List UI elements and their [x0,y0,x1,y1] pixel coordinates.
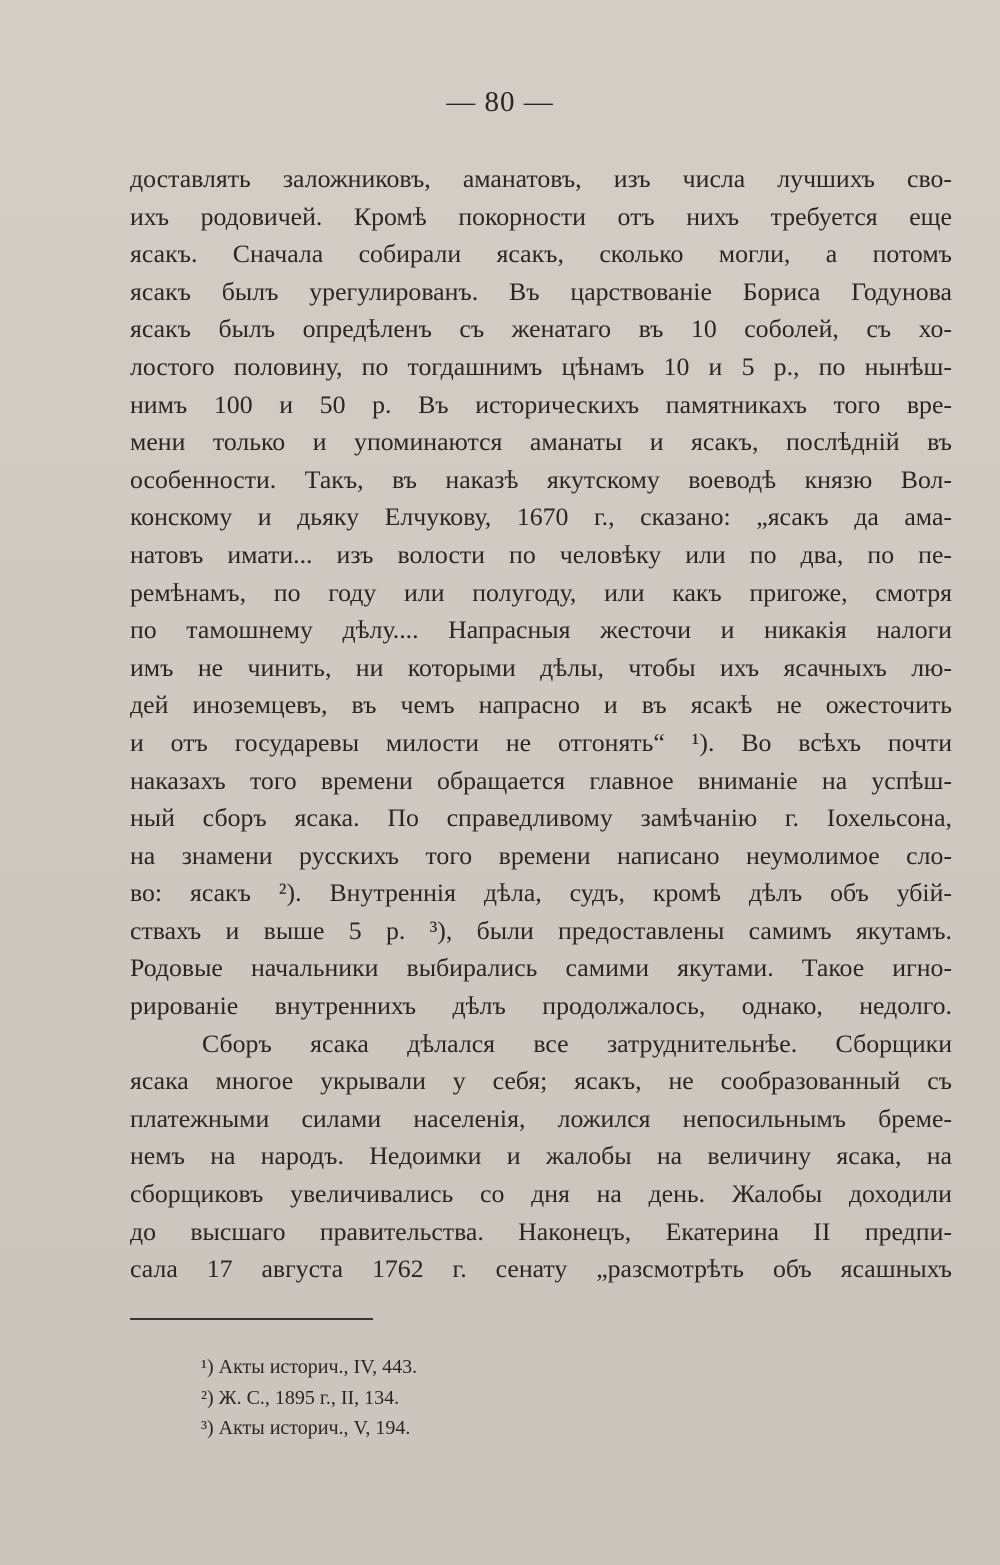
footnotes [201,1352,417,1444]
footnote-1: ¹) Акты историч., IV, 443. [201,1356,418,1378]
text-line: сборщиковъ увеличивались со дня на день. Жалобы доходили [130,1179,952,1209]
text-line: ствахъ и выше 5 р. ³), были предоставлены самимъ якутамъ. [130,915,952,945]
text-line: ясака многое укрывали у себя; ясакъ, не сообразованный съ [130,1066,952,1096]
text-line: особенности. Такъ, въ наказѣ якутскому воеводѣ князю Вол- [130,464,952,494]
text-line: дей иноземцевъ, въ чемъ напрасно и въ ясакѣ не ожесточить [130,690,952,720]
text-line: до высшаго правительства. Наконецъ, Екатерина II предпи- [130,1216,952,1246]
text-line: ихъ родовичей. Кромѣ покорности отъ нихъ требуется еще [130,201,952,231]
text-line: имъ не чинить, ни которыми дѣлы, чтобы ихъ ясачныхъ лю- [130,652,952,682]
footnote-2: ²) Ж. С., 1895 г., II, 134. [201,1386,400,1409]
text-line: платежными силами населенія, ложился непосильнымъ бреме- [130,1103,952,1133]
text-line: во: ясакъ ²). Внутреннія дѣла, судъ, кромѣ дѣлъ объ убій- [130,878,952,908]
footnote-divider [130,1318,373,1320]
footnote-3: ³) Акты историч., V, 194. [201,1417,411,1439]
text-line: рированіе внутреннихъ дѣлъ продолжалось, однако, недолго. [130,991,952,1021]
text-line: нимъ 100 и 50 р. Въ историческихъ памятникахъ того вре- [130,389,952,419]
text-line: натовъ имати... изъ волости по человѣку или по два, по пе- [130,539,952,569]
text-line: конскому и дьяку Елчукову, 1670 г., сказано: „ясакъ да ама- [130,502,952,532]
text-line: Родовые начальники выбирались самими якутами. Такое игно- [130,953,952,983]
text-line: немъ на народъ. Недоимки и жалобы на величину ясака, на [130,1141,952,1171]
text-line: лостого половину, по тогдашнимъ цѣнамъ 10 и 5 р., по нынѣш- [130,351,952,381]
page-number: — 80 — [446,86,554,118]
text-line: ясакъ былъ урегулированъ. Въ царствованіе Бориса Годунова [130,276,952,306]
text-line: по тамошнему дѣлу.... Напрасныя жесточи и никакія налоги [130,615,952,645]
text-line: ясакъ былъ опредѣленъ съ женатаго въ 10 соболей, съ хо- [130,314,952,344]
text-line: ясакъ. Сначала собирали ясакъ, сколько могли, а потомъ [130,239,952,269]
text-line: наказахъ того времени обращается главное вниманіе на успѣш- [130,765,952,795]
text-line: мени только и упоминаются аманаты и ясакъ, послѣдній въ [130,427,952,457]
text-line: ремѣнамъ, по году или полугоду, или какъ пригоже, смотря [130,577,952,607]
text-line: и отъ государевы милости не отгонять“ ¹). Во всѣхъ почти [130,727,952,757]
text-line: на знамени русскихъ того времени написано неумолимое сло- [130,840,952,870]
text-line: ный сборъ ясака. По справедливому замѣчанію г. Іохельсона, [130,803,952,833]
text-line: сала 17 августа 1762 г. сенату „разсмотрѣть объ ясашныхъ [130,1254,952,1284]
body-text [130,160,952,1288]
text-line: доставлять заложниковъ, аманатовъ, изъ числа лучшихъ сво- [130,164,952,193]
text-line-paragraph-start: Сборъ ясака дѣлался все затруднительнѣе. Сборщики [202,1028,952,1058]
